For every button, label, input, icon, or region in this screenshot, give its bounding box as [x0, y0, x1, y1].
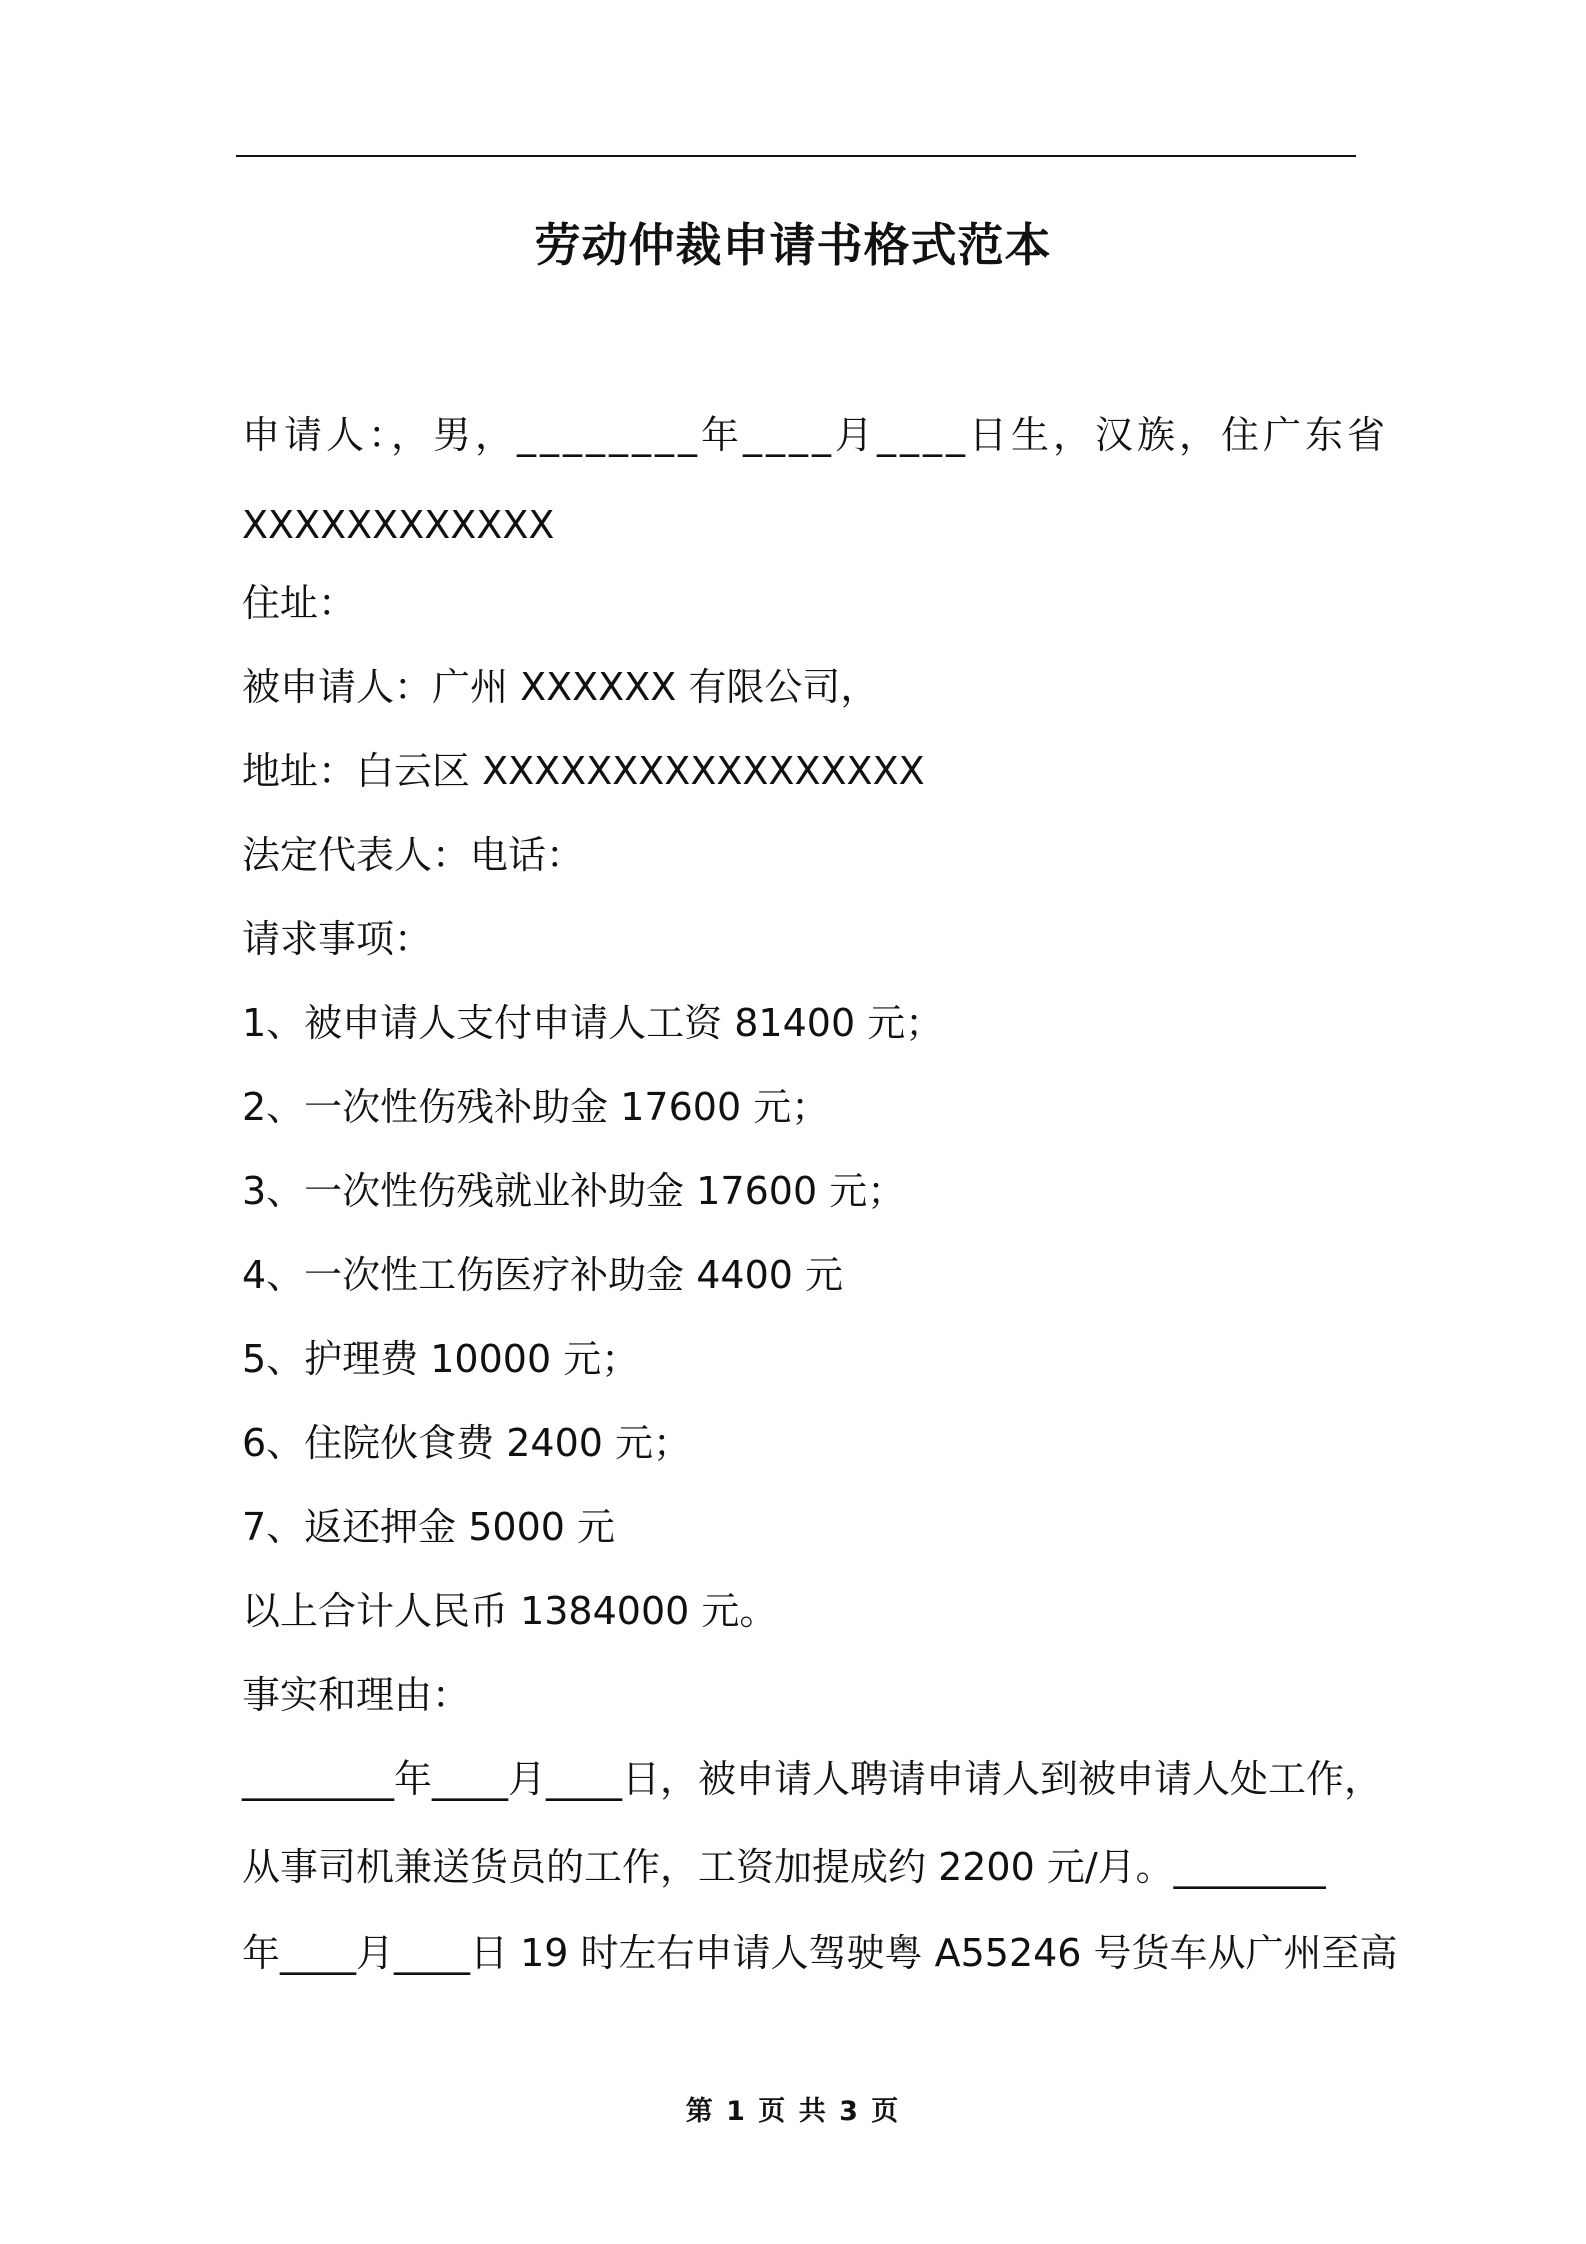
- claim-item: 3、一次性伤残就业补助金 17600 元；: [242, 1169, 906, 1213]
- facts-paragraph-line: 年____月____日 19 时左右申请人驾驶粤 A55246 号货车从广州至高: [242, 1931, 1398, 1975]
- legal-representative-line: 法定代表人：电话：: [242, 833, 585, 877]
- respondent-line: 被申请人：广州 XXXXXX 有限公司，: [242, 665, 879, 709]
- applicant-address-line: XXXXXXXXXXXX: [242, 503, 555, 547]
- claim-item: 2、一次性伤残补助金 17600 元；: [242, 1085, 830, 1129]
- applicant-line: 申请人：，男，________年____月____日生，汉族，住广东省: [242, 413, 1390, 457]
- facts-paragraph-line: 从事司机兼送货员的工作，工资加提成约 2200 元/月。________: [242, 1845, 1326, 1889]
- claim-item: 1、被申请人支付申请人工资 81400 元；: [242, 1001, 944, 1045]
- header-rule: [236, 155, 1356, 157]
- claims-heading: 请求事项：: [242, 917, 433, 961]
- facts-paragraph-line: ________年____月____日，被申请人聘请申请人到被申请人处工作，: [242, 1757, 1383, 1801]
- page-number: 第 1 页 共 3 页: [685, 2096, 901, 2127]
- document-title: 劳动仲裁申请书格式范本: [534, 218, 1052, 272]
- claim-item: 4、一次性工伤医疗补助金 4400 元: [242, 1253, 844, 1297]
- claim-item: 5、护理费 10000 元；: [242, 1337, 640, 1381]
- claim-item: 7、返还押金 5000 元: [242, 1505, 616, 1549]
- facts-heading: 事实和理由：: [242, 1673, 471, 1717]
- respondent-address-line: 地址：白云区 XXXXXXXXXXXXXXXXX: [242, 749, 925, 793]
- claims-total: 以上合计人民币 1384000 元。: [242, 1589, 778, 1633]
- residence-label: 住址：: [242, 581, 357, 625]
- claim-item: 6、住院伙食费 2400 元；: [242, 1421, 692, 1465]
